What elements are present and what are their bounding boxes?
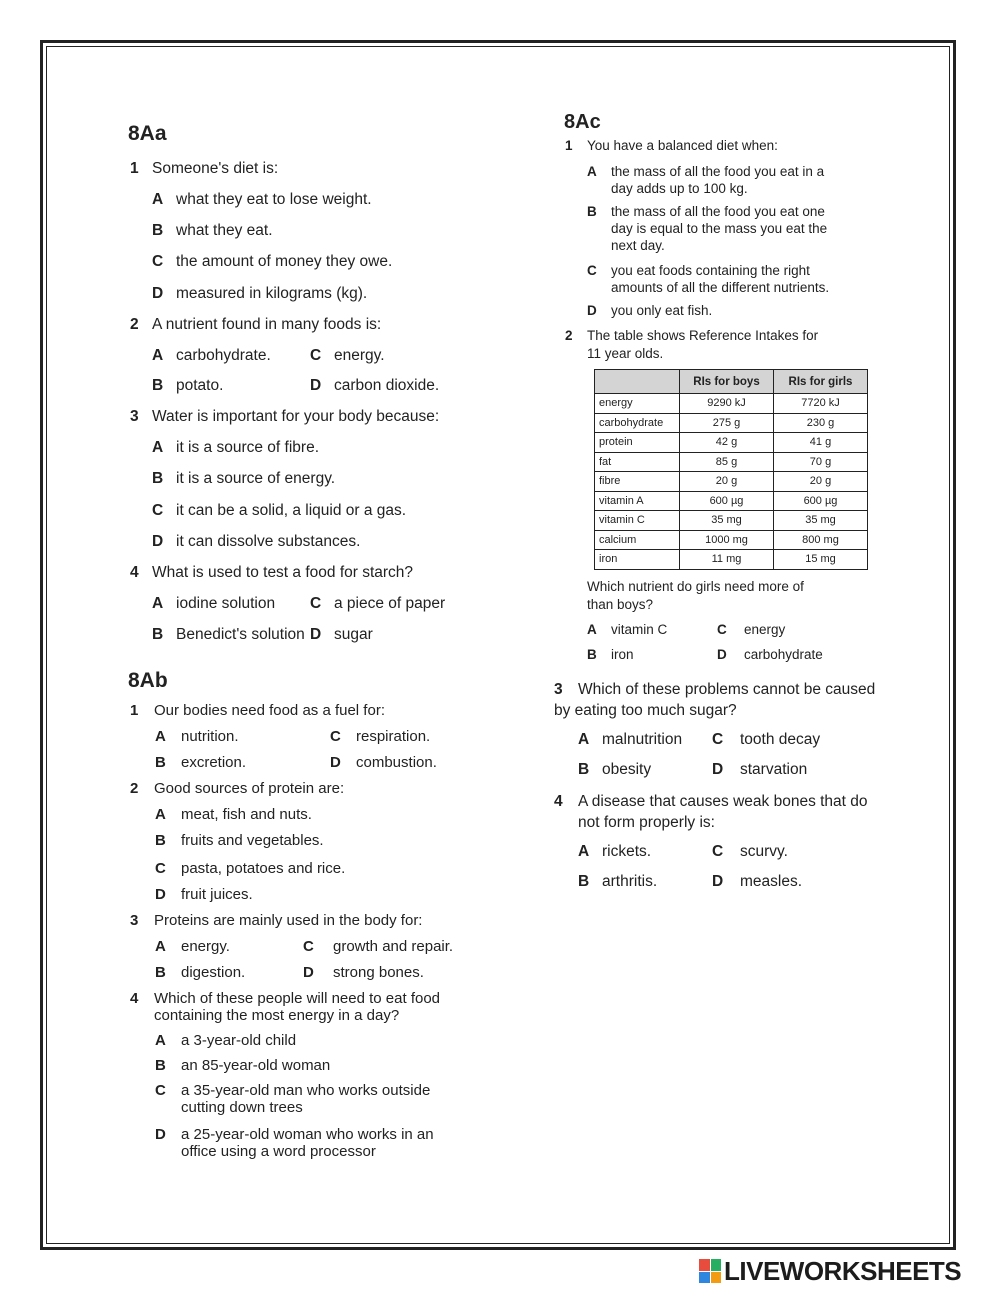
text: next day. [611,238,665,253]
nutrient-cell: protein [595,433,680,453]
text: nutrition. [181,728,239,745]
question-number: 4 [130,990,139,1007]
text: carbohydrate. [176,347,271,364]
text: cutting down trees [181,1099,303,1116]
option-letter: A [578,731,590,748]
text: it is a source of energy. [176,470,336,487]
question-8ac-3 [554,680,894,720]
text: a piece of paper [334,595,446,612]
table-row [595,433,868,453]
table-row [595,394,868,414]
option-letter: B [578,761,590,778]
section-title-8aa: 8Aa [128,122,167,145]
option-letter: B [578,873,590,890]
option-letter: B [587,647,597,662]
option-letter: C [712,731,724,748]
text: strong bones. [333,964,424,981]
option-letter: C [587,263,597,278]
question-number: 3 [554,681,563,698]
option-letter: B [155,754,166,771]
text: Water is important for your body because: [152,408,440,425]
text: tooth decay [740,731,821,748]
text: it can be a solid, a liquid or a gas. [176,502,407,519]
option-letter: A [587,164,597,179]
text: office using a word processor [181,1143,376,1160]
option-letter: A [152,191,164,208]
text: respiration. [356,728,431,745]
option-letter: A [155,806,166,823]
question-number: 2 [130,780,139,797]
option-letter: D [717,647,727,662]
value-cell: 275 g [680,413,774,433]
option-letter: D [712,873,724,890]
text: it is a source of fibre. [176,439,320,456]
option-letter: C [717,622,727,637]
value-cell: 41 g [774,433,868,453]
text: Someone's diet is: [152,160,279,177]
section-title-8ab: 8Ab [128,669,168,692]
option-letter: B [152,222,164,239]
text: Good sources of protein are: [154,780,345,797]
text: 11 year olds. [587,346,664,361]
option-letter: C [152,253,164,270]
value-cell: 15 mg [774,550,868,570]
option-letter: A [155,938,166,955]
table-row [595,472,868,492]
text: Proteins are mainly used in the body for: [154,912,423,929]
option-letter: D [303,964,314,981]
text: measles. [740,873,803,890]
option-letter: C [152,502,164,519]
section-title-8ac: 8Ac [564,111,601,133]
option-letter: A [155,1032,166,1049]
text: not form properly is: [578,814,715,831]
text: Which of these people will need to eat food [154,990,441,1007]
text: you eat foods containing the right [611,263,810,278]
text: by eating too much sugar? [554,702,737,719]
option-8ac-1-a[interactable] [587,163,877,197]
text: carbohydrate [744,647,823,662]
value-cell: 11 mg [680,550,774,570]
text: the amount of money they owe. [176,253,393,270]
text: energy. [334,347,385,364]
option-letter: D [310,626,322,643]
value-cell: 70 g [774,452,868,472]
option-8ab-4-c[interactable] [155,1082,485,1118]
question-number: 2 [565,328,573,343]
option-letter: C [310,595,322,612]
question-8ac-4 [554,792,894,832]
table-header-cell: RIs for girls [774,370,868,394]
liveworksheets-brand [699,1257,961,1285]
option-letter: A [155,728,166,745]
value-cell: 7720 kJ [774,394,868,414]
text: day adds up to 100 kg. [611,181,748,196]
text: what they eat to lose weight. [176,191,372,208]
text: pasta, potatoes and rice. [181,860,346,877]
text: obesity [602,761,652,778]
question-number: 1 [130,160,139,177]
text: Which nutrient do girls need more of [587,579,804,594]
text: excretion. [181,754,247,771]
table-row [595,491,868,511]
option-letter: D [587,303,597,318]
table-row [595,550,868,570]
value-cell: 600 µg [774,491,868,511]
text: containing the most energy in a day? [154,1007,400,1024]
option-letter: A [578,843,590,860]
nutrient-cell: carbohydrate [595,413,680,433]
text: rickets. [602,843,652,860]
value-cell: 600 µg [680,491,774,511]
nutrient-cell: calcium [595,530,680,550]
text: What is used to test a food for starch? [152,564,414,581]
option-8ac-1-c[interactable] [587,262,877,296]
option-letter: A [152,595,164,612]
text: starvation [740,761,808,778]
value-cell: 35 mg [680,511,774,531]
option-letter: A [152,439,164,456]
text: an 85-year-old woman [181,1057,331,1074]
table-row [595,530,868,550]
option-letter: B [152,470,164,487]
option-letter: D [330,754,341,771]
text: sugar [334,626,373,643]
text: malnutrition [602,731,683,748]
text: meat, fish and nuts. [181,806,312,823]
table-row [595,511,868,531]
text: the mass of all the food you eat one [611,204,825,219]
text: carbon dioxide. [334,377,440,394]
question-number: 3 [130,912,139,929]
option-letter: C [310,347,322,364]
question-number: 4 [554,793,563,810]
option-letter: C [155,860,166,877]
nutrient-cell: iron [595,550,680,570]
text: energy. [181,938,230,955]
option-letter: D [152,285,164,302]
value-cell: 42 g [680,433,774,453]
question-8ac-2-prompt [587,578,887,612]
liveworksheets-logo-icon [699,1259,721,1283]
text: you only eat fish. [611,303,713,318]
question-8ab-4 [130,990,510,1026]
text: vitamin C [611,622,668,637]
option-letter: C [712,843,724,860]
table-header-cell: RIs for boys [680,370,774,394]
value-cell: 20 g [774,472,868,492]
question-number: 1 [565,138,573,153]
question-number: 4 [130,564,139,581]
option-letter: D [310,377,322,394]
option-letter: D [155,886,166,903]
text: A disease that causes weak bones that do [578,793,868,810]
text: iodine solution [176,595,276,612]
nutrient-cell: fibre [595,472,680,492]
option-letter: B [152,377,164,394]
text: The table shows Reference Intakes for [587,328,819,343]
text: Which of these problems cannot be caused [578,681,876,698]
text: energy [744,622,786,637]
text: scurvy. [740,843,788,860]
table-row [595,413,868,433]
option-letter: A [152,347,164,364]
text: measured in kilograms (kg). [176,285,368,302]
nutrient-cell: vitamin A [595,491,680,511]
text: A nutrient found in many foods is: [152,316,382,333]
text: a 3-year-old child [181,1032,297,1049]
text: Our bodies need food as a fuel for: [154,702,385,719]
option-8ac-1-b[interactable] [587,203,877,254]
table-row [595,452,868,472]
text: potato. [176,377,224,394]
nutrient-cell: vitamin C [595,511,680,531]
text: combustion. [356,754,437,771]
question-number: 1 [130,702,139,719]
option-letter: B [155,1057,166,1074]
text: digestion. [181,964,246,981]
option-letter: C [330,728,341,745]
text: Benedict's solution [176,626,305,643]
text: iron [611,647,634,662]
nutrient-cell: energy [595,394,680,414]
question-8ac-2 [565,327,885,361]
option-letter: B [155,964,166,981]
text: a 25-year-old woman who works in an [181,1126,434,1143]
option-letter: C [303,938,314,955]
brand-name: LIVEWORKSHEETS [724,1255,962,1286]
text: it can dissolve substances. [176,533,361,550]
option-letter: D [152,533,164,550]
question-number: 3 [130,408,139,425]
value-cell: 800 mg [774,530,868,550]
value-cell: 85 g [680,452,774,472]
value-cell: 1000 mg [680,530,774,550]
text: day is equal to the mass you eat the [611,221,828,236]
text: fruit juices. [181,886,253,903]
table-header-cell [595,370,680,394]
text: than boys? [587,597,654,612]
question-number: 2 [130,316,139,333]
text: the mass of all the food you eat in a [611,164,825,179]
value-cell: 35 mg [774,511,868,531]
text: a 35-year-old man who works outside [181,1082,431,1099]
option-letter: B [155,832,166,849]
value-cell: 20 g [680,472,774,492]
option-letter: D [712,761,724,778]
option-letter: D [155,1126,166,1143]
option-letter: B [152,626,164,643]
option-letter: B [587,204,597,219]
text: You have a balanced diet when: [587,138,778,153]
value-cell: 9290 kJ [680,394,774,414]
text: amounts of all the different nutrients. [611,280,830,295]
text: growth and repair. [333,938,454,955]
reference-intakes-table [594,369,868,570]
value-cell: 230 g [774,413,868,433]
option-letter: A [587,622,597,637]
nutrient-cell: fat [595,452,680,472]
option-letter: C [155,1082,166,1099]
table-header-row [595,370,868,394]
text: what they eat. [176,222,273,239]
option-8ab-4-d[interactable] [155,1126,485,1162]
text: fruits and vegetables. [181,832,324,849]
text: arthritis. [602,873,658,890]
